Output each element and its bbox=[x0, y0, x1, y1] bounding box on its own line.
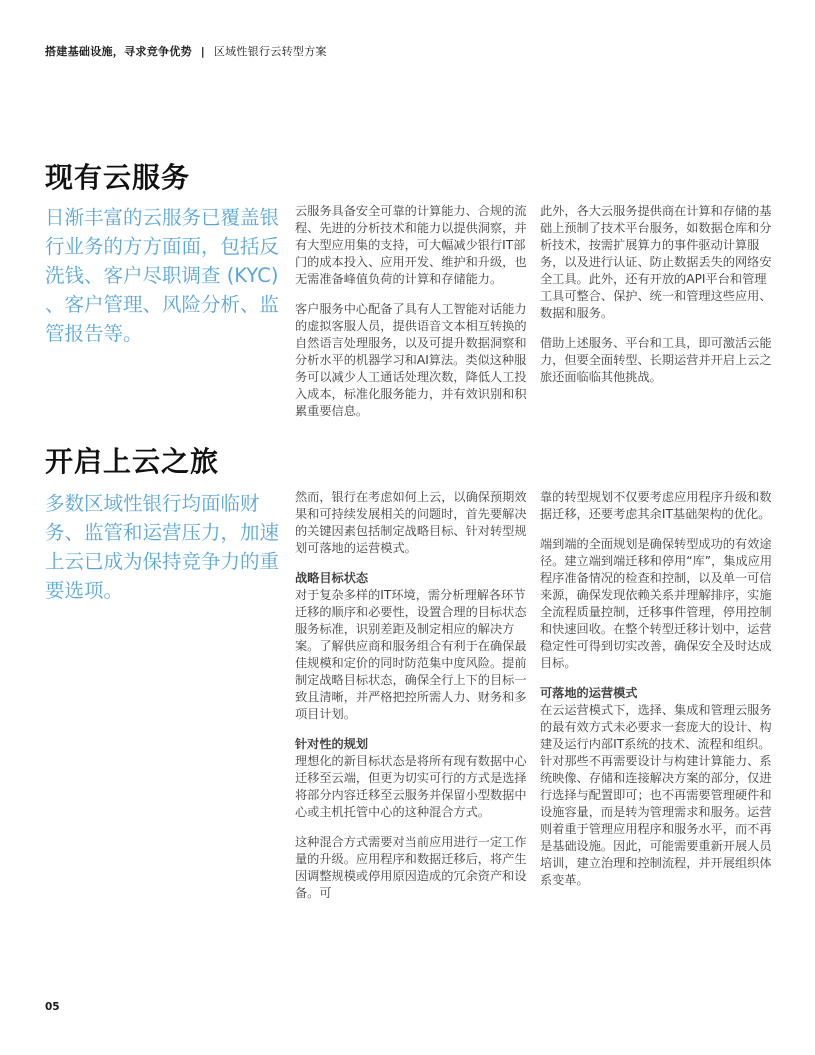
body-paragraph: 端到端的全面规划是确保转型成功的有效途径。建立端到端迁移和停用“库”，集成应用程序准备情况的检查和控制，以及单一可信来源，确保发现依赖关系并理解排序，实施全流程质量控制，迁移事件管理，停用控制和快速回收。在整个转型迁移计划中，运营稳定性可得到切实改善，确保安全及时达成目标。 bbox=[540, 537, 773, 670]
body-paragraph: 在云运营模式下，选择、集成和管理云服务的最有效方式未必要求一套庞大的设计、构建及运行内部IT系统的技术、流程和组织。针对那些不再需要设计与构建计算能力、系统映像、存储和连接解决方案的部分，仅进行选择与配置即可；也不再需要管理硬件和设施容量，而是转为管理需求和服务。运营则着重于管理应用程序和服务水平，而不再是基础设施。因此，可能需要重新开展人员培训，建立治理和控制流程，并开展组织体系变革。 bbox=[540, 703, 772, 887]
subheading-strategic-target-state: 战略目标状态 bbox=[295, 571, 369, 585]
body-paragraph: 这种混合方式需要对当前应用进行一定工作量的升级。应用程序和数据迁移后，将产生因调整规模或停用原因造成的冗余资产和设备。可 bbox=[295, 835, 527, 900]
subheading-targeted-planning: 针对性的规划 bbox=[295, 737, 369, 751]
body-paragraph: 云服务具备安全可靠的计算能力、合规的流程、先进的分析技术和能力以提供洞察，并有大型应用集的支持，可大幅减少银行IT部门的成本投入、应用开发、维护和升级，也无需准备峰值负荷的计算和存储能力。 bbox=[295, 204, 527, 286]
body-paragraph: 对于复杂多样的IT环境，需分析理解各环节迁移的顺序和必要性，设置合理的目标状态服务标准，识别差距及制定相应的解决方案。了解供应商和服务组合有利于在确保最佳规模和定价的同时防范集中度风险。提前制定战略目标状态，确保全行上下的目标一致且清晰，并严格把控所需人力、财务和多项目计划。 bbox=[295, 588, 527, 721]
header-separator: | bbox=[200, 45, 206, 58]
lead-column bbox=[45, 489, 282, 605]
body-paragraph: 靠的转型规划不仅要考虑应用程序升级和数据迁移，还要考虑其余IT基础架构的优化。 bbox=[540, 490, 772, 521]
lead-paragraph: 多数区域性银行均面临财务、监管和运营压力，加速上云已成为保持竞争力的重要选项。 bbox=[45, 492, 280, 602]
page-number: 05 bbox=[45, 1001, 60, 1013]
subheading-operational-model: 可落地的运营模式 bbox=[540, 686, 638, 700]
section-existing-cloud-services-columns bbox=[45, 203, 771, 420]
body-column-right bbox=[540, 489, 773, 889]
section-heading-existing-cloud-services: 现有云服务 bbox=[45, 161, 191, 194]
lead-column bbox=[45, 203, 282, 348]
body-paragraph: 借助上述服务、平台和工具，即可激活云能力，但要全面转型、长期运营并开启上云之旅还面临临其他挑战。 bbox=[540, 336, 772, 384]
body-paragraph: 此外，各大云服务提供商在计算和存储的基础上预制了技术平台服务，如数据仓库和分析技术，按需扩展算力的事件驱动计算服务，以及进行认证、防止数据丢失的网络安全工具。此外，还有开放的API平台和管理工具可整合、保护、统一和管理这些应用、数据和服务。 bbox=[540, 204, 772, 320]
body-paragraph: 理想化的新目标状态是将所有现有数据中心迁移至云端，但更为切实可行的方式是选择将部分内容迁移至云服务并保留小型数据中心或主机托管中心的这种混合方式。 bbox=[295, 754, 527, 819]
header-title-regular: 区域性银行云转型方案 bbox=[213, 45, 327, 58]
body-column-middle bbox=[295, 203, 527, 420]
page-header bbox=[45, 43, 327, 59]
body-paragraph: 然而，银行在考虑如何上云，以确保预期效果和可持续发展相关的问题时，首先要解决的关键因素包括制定战略目标、针对转型规划可落地的运营模式。 bbox=[295, 490, 527, 555]
section-cloud-journey-columns bbox=[45, 489, 771, 902]
header-title-bold: 搭建基础设施，寻求竞争优势 bbox=[45, 45, 192, 58]
lead-paragraph: 日渐丰富的云服务已覆盖银行业务的方方面面，包括反洗钱、客户尽职调查 (KYC) 、客户管理、风险分析、监管报告等。 bbox=[45, 206, 280, 345]
body-paragraph: 客户服务中心配备了具有人工智能对话能力的虚拟客服人员，提供语音文本相互转换的自然语言处理服务，以及可提升数据洞察和分析水平的机器学习和AI算法。类似这种服务可以减少人工通话处理次数，降低人工投入成本，标准化服务能力，并有效识别和积累重要信息。 bbox=[295, 302, 527, 418]
body-column-right bbox=[540, 203, 773, 386]
body-column-middle bbox=[295, 489, 527, 902]
section-heading-cloud-journey: 开启上云之旅 bbox=[45, 445, 220, 478]
